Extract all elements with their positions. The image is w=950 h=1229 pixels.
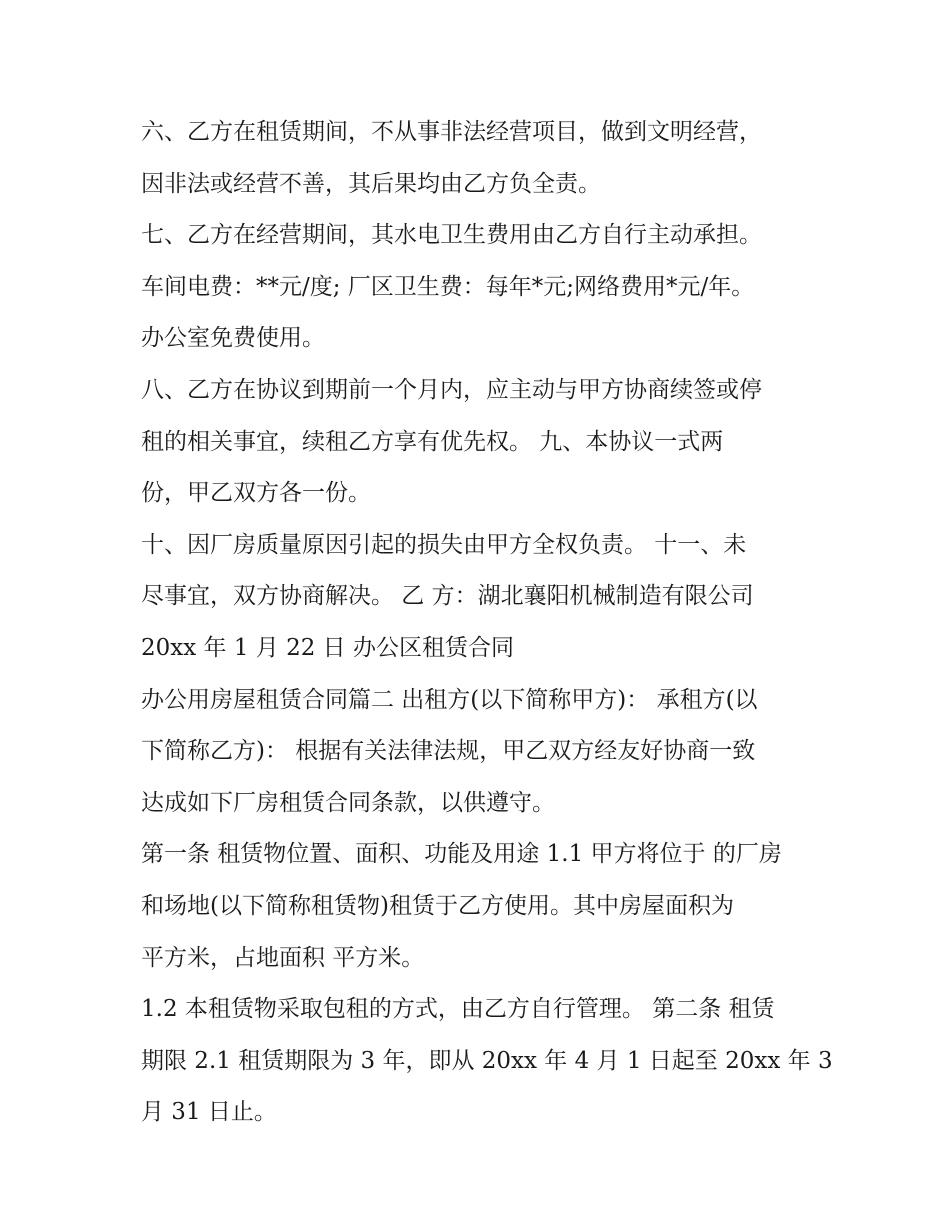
text-line: 七、乙方在经营期间，其水电卫生费用由乙方自行主动承担。 bbox=[141, 222, 762, 249]
text-line: 和场地(以下简称租赁物)租赁于乙方使用。其中房屋面积为 bbox=[141, 892, 734, 919]
text-line: 办公用房屋租赁合同篇二 出租方(以下简称甲方)： 承租方(以 bbox=[141, 686, 758, 713]
text-line: 下简称乙方)： 根据有关法律法规，甲乙双方经友好协商一致 bbox=[141, 738, 756, 765]
text-line: 十、因厂房质量原因引起的损失由甲方全权负责。 十一、未 bbox=[141, 531, 747, 558]
text-line: 租的相关事宜，续租乙方享有优先权。 九、本协议一式两 bbox=[141, 428, 724, 455]
text-line: 期限 2.1 租赁期限为 3 年，即从 20xx 年 4 月 1 日起至 20xx 年 3 bbox=[141, 1047, 833, 1074]
text-line: 因非法或经营不善，其后果均由乙方负全责。 bbox=[141, 170, 601, 197]
text-line: 办公室免费使用。 bbox=[141, 325, 325, 352]
text-line: 八、乙方在协议到期前一个月内，应主动与甲方协商续签或停 bbox=[141, 376, 762, 403]
text-line: 尽事宜，双方协商解决。 乙 方：湖北襄阳机械制造有限公司 bbox=[141, 583, 754, 610]
text-line: 六、乙方在租赁期间，不从事非法经营项目，做到文明经营， bbox=[141, 119, 762, 145]
text-line: 达成如下厂房租赁合同条款，以供遵守。 bbox=[141, 789, 555, 816]
text-line: 平方米，占地面积 平方米。 bbox=[141, 944, 425, 971]
text-line: 车间电费：**元/度; 厂区卫生费：每年*元;网络费用*元/年。 bbox=[141, 273, 755, 300]
text-line: 份，甲乙双方各一份。 bbox=[141, 480, 371, 507]
text-line: 月 31 日止。 bbox=[141, 1099, 277, 1126]
text-line: 1.2 本租赁物采取包租的方式，由乙方自行管理。 第二条 租赁 bbox=[141, 996, 775, 1023]
text-line: 第一条 租赁物位置、面积、功能及用途 1.1 甲方将位于 的厂房 bbox=[141, 841, 782, 868]
document-body bbox=[141, 107, 833, 1139]
text-line: 20xx 年 1 月 22 日 办公区租赁合同 bbox=[141, 634, 514, 661]
